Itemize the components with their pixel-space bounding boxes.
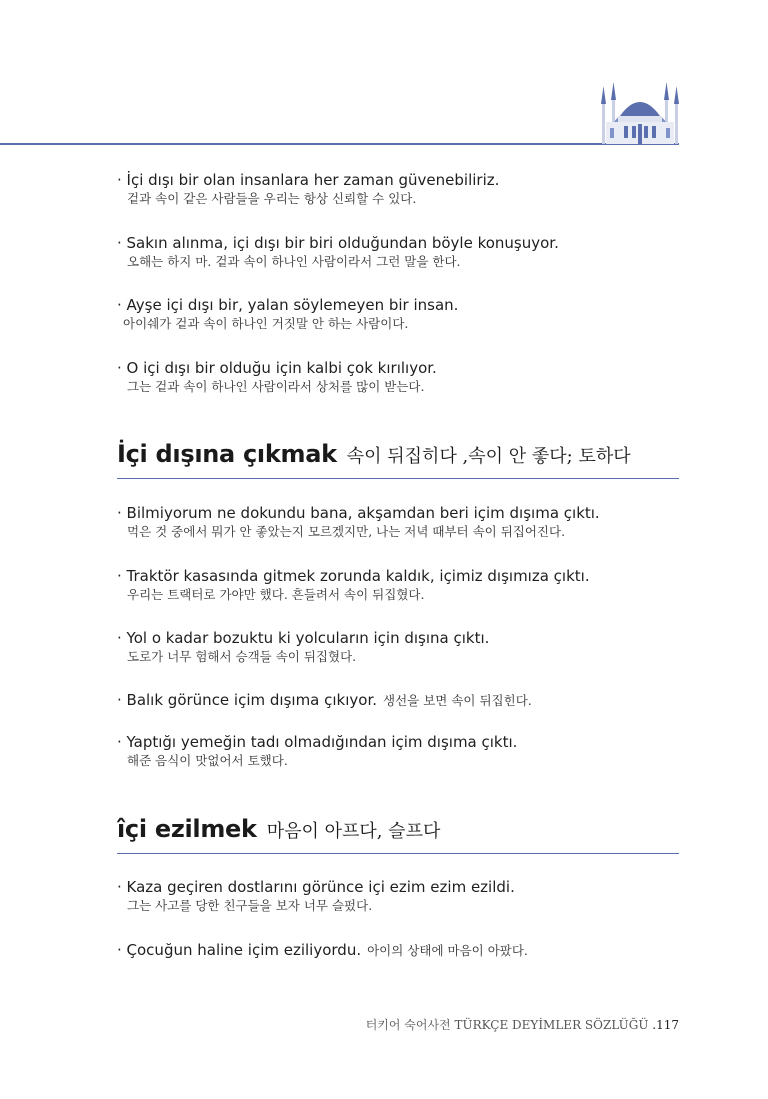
- idiom-heading: [117, 440, 679, 479]
- idiom1-examples: [117, 503, 679, 792]
- book-title: 터키어 숙어사전 TÜRKÇE DEYİMLER SÖZLÜĞÜ: [365, 1018, 649, 1032]
- example-turkish: · Traktör kasasında gitmek zorunda kaldık, içimiz dışımıza çıktı.: [117, 567, 590, 585]
- example-turkish: · O içi dışı bir olduğu için kalbi çok kırılıyor.: [117, 359, 437, 377]
- mosque-icon: [600, 78, 680, 144]
- example-korean: 우리는 트랙터로 가야만 했다. 흔들려서 속이 뒤집혔다.: [127, 587, 425, 602]
- idiom-meaning: 속이 뒤집히다 ,속이 안 좋다; 토하다: [346, 446, 631, 467]
- example-korean: 오해는 하지 마. 겉과 속이 하나인 사람이라서 그런 말을 한다.: [127, 254, 461, 269]
- example-item: [117, 170, 679, 233]
- example-turkish: · Kaza geçiren dostlarını görünce içi ezim ezim ezildi.: [117, 878, 515, 896]
- example-item: [117, 690, 679, 732]
- example-korean: 아이쉐가 겉과 속이 하나인 거짓말 안 하는 사람이다.: [123, 316, 409, 331]
- examples-top: [117, 170, 679, 418]
- idiom-title: îçi ezilmek: [117, 815, 257, 843]
- example-turkish: · İçi dışı bir olan insanlara her zaman güvenebiliriz.: [117, 171, 500, 189]
- example-turkish: · Yol o kadar bozuktu ki yolcuların için dışına çıktı.: [117, 629, 490, 647]
- page-footer: [366, 1016, 679, 1033]
- example-turkish: · Yaptığı yemeğin tadı olmadığından içim dışıma çıktı.: [117, 733, 518, 751]
- example-item: [117, 940, 679, 980]
- page-number: .117: [652, 1018, 679, 1032]
- example-korean: 그는 사고를 당한 친구들을 보자 너무 슬펐다.: [127, 898, 373, 913]
- example-turkish: · Bilmiyorum ne dokundu bana, akşamdan beri içim dışıma çıktı.: [117, 504, 600, 522]
- example-turkish-text: · Çocuğun haline içim eziliyordu.: [117, 941, 362, 959]
- example-korean: 먹은 것 중에서 뭐가 안 좋았는지 모르겠지만, 나는 저녁 때부터 속이 뒤집어진다.: [127, 524, 566, 539]
- example-turkish: · Sakın alınma, içi dışı bir biri olduğundan böyle konuşuyor.: [117, 234, 559, 252]
- idiom-meaning: 마음이 아프다, 슬프다: [266, 821, 441, 842]
- header-rule: [0, 143, 679, 145]
- idiom-title: İçi dışına çıkmak: [117, 440, 337, 468]
- example-item: [117, 358, 679, 418]
- example-item: [117, 295, 679, 358]
- example-korean: 해준 음식이 맛없어서 토했다.: [127, 753, 288, 768]
- idiom-heading: [117, 815, 679, 854]
- example-korean: 생선을 보면 속이 뒤집힌다.: [383, 693, 532, 708]
- idiom2-examples: [117, 877, 679, 980]
- example-korean: 그는 겉과 속이 하나인 사람이라서 상처를 많이 받는다.: [127, 379, 425, 394]
- example-item: [117, 732, 679, 792]
- example-item: [117, 566, 679, 628]
- example-item: [117, 877, 679, 940]
- example-turkish: [117, 690, 679, 711]
- example-turkish: [117, 940, 679, 961]
- example-turkish-text: · Balık görünce içim dışıma çıkıyor.: [117, 691, 378, 709]
- example-korean: 아이의 상태에 마음이 아팠다.: [367, 943, 528, 958]
- example-korean: 도로가 너무 험해서 승객들 속이 뒤집혔다.: [127, 649, 357, 664]
- example-korean: 겉과 속이 같은 사람들을 우리는 항상 신뢰할 수 있다.: [127, 191, 417, 206]
- example-item: [117, 233, 679, 295]
- example-item: [117, 503, 679, 566]
- example-turkish: · Ayşe içi dışı bir, yalan söylemeyen bir insan.: [117, 296, 459, 314]
- example-item: [117, 628, 679, 690]
